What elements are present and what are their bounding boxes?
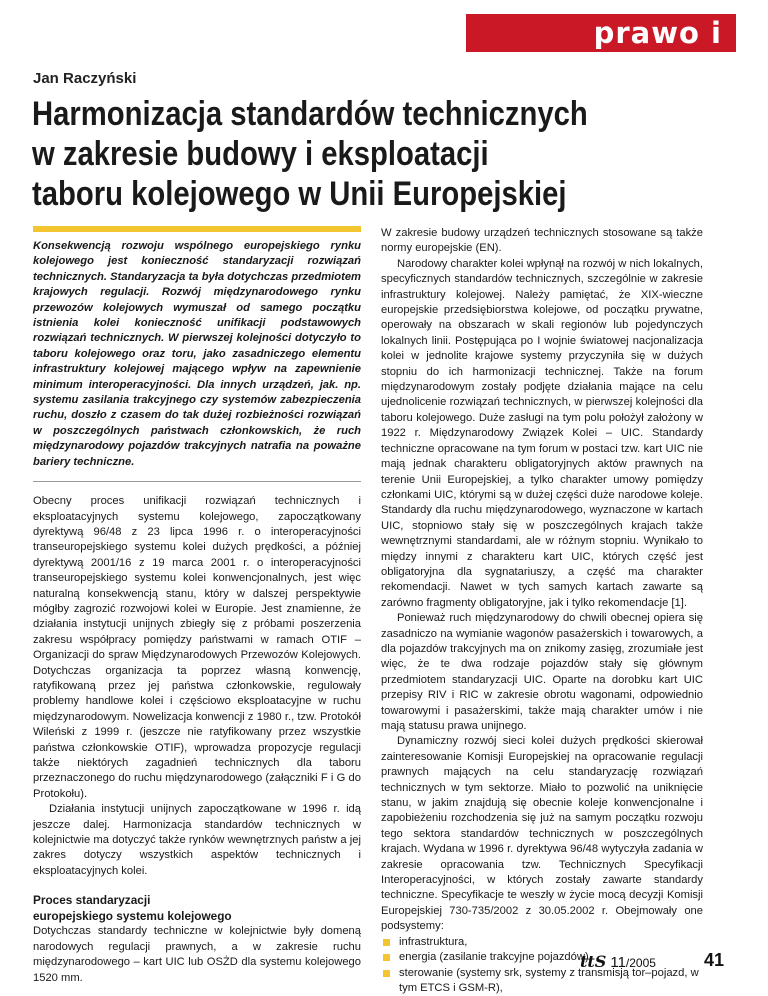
list-item <box>381 935 703 950</box>
square-bullet-icon <box>383 939 390 946</box>
title-line: taboru kolejowego w Unii Europejskiej <box>32 174 643 214</box>
list-item-text: sterowanie (systemy srk, systemy z transmisją tor–pojazd, w tym ETCS i GSM-R), <box>399 967 699 994</box>
banner-edge <box>730 14 736 52</box>
author-name: Jan Raczyński <box>33 70 136 87</box>
body-paragraph: Dotychczas standardy techniczne w kolejnictwie były domeną narodowych regulacji prawnych, a w zakresie ruchu międzynarodowego – kart UIC lub OSŻD dla systemu kolejowego 1520 mm. <box>33 924 361 986</box>
title-line: Harmonizacja standardów technicznych <box>32 94 643 134</box>
lead-accent-bar <box>33 226 361 232</box>
section-heading-line: europejskiego systemu kolejowego <box>33 909 361 925</box>
body-paragraph: Obecny proces unifikacji rozwiązań technicznych i eksploatacyjnych systemu kolejowego, zapoczątkowany dyrektywą 96/48 z 23 lipca 1996 r. o interoperacyjności transeuropejskiego systemu kolei dużych prędkości, a później dyrektywą 2001/16 z 19 marca 2001 r. o interoperacyjności transeuropejskiego systemu kolei konwencjonalnych, jest więc naturalną konsekwencją stanu, który w dalszej perspektywie mógłby zagrozić rozwojowi kolei w Europie. Jest znamienne, że działania instytucji unijnych zbiegły się z próbami poszerzenia zakresu współpracy pomiędzy państwami w ramach OTIF – Organizacji do spraw Międzynarodowych Przewozów Kolejowych. Dotychczas organizacja ta poprzez własną konwencję, ratyfikowaną przez jej państwa członkowskie, regulowały problemy handlowe kolei i częściowo eksploatacyjne w ruchu międzynarodowym. Nowelizacja konwencji z 1980 r., tzw. Protokół Wileński z 1999 r. (jeszcze nie ratyfikowany przez wszystkie państwa członkowskie OTIF), wprowadza propozycje regulacji także niektórych zagadnień technicznych dla taboru przeznaczonego do ruchu międzynarodowego (załączniki F i G do Protokołu). <box>33 494 361 802</box>
body-paragraph: Ponieważ ruch międzynarodowy do chwili obecnej opiera się zasadniczo na wymianie wagonów pasażerskich i towarowych, a dla pojazdów trakcyjnych ma on znikomy zasięg, zrozumiałe jest więc, że te dwa rodzaje pojazdów stały się głównym przedmiotem standaryzacji UIC. Oparte na dorobku kart UIC przepisy RIV i RIC w zakresie obrotu wagonami, odpowiednio towarowymi i pasażerskimi, także mają charakter umów i nie mają statusu prawa unijnego. <box>381 611 703 734</box>
title-line: w zakresie budowy i eksploatacji <box>32 134 643 174</box>
issue-info <box>580 952 656 971</box>
body-paragraph: Narodowy charakter kolei wpłynął na rozwój w nich lokalnych, specyficznych standardów technicznych, szczególnie w zakresie infrastruktury kolejowej. Należy pamiętać, że XIX-wieczne europejskie przedsiębiorstwa kolejowe, od początku prywatne, operowały na obszarach w skali regionów lub pojedynczych lokalnych linii. Postępująca po I wojnie światowej nacjonalizacja kolei w jednolite krajowe systemy przyczyniła się w dużych stopniu do ich harmonizacji technicznej. Także na forum międzynarodowym zostały podjęte działania mające na celu ujednolicenie rozwiązań technicznych, w pierwszej kolejności dla taboru kolejowego. Duże zasługi na tym polu położył założony w 1922 r. Międzynarodowy Związek Kolei – UIC. Standardy techniczne opracowane na tym forum w postaci tzw. kart UIC nie mają jednak charakteru obligatoryjnych aktów prawnych na terenie Unii Europejskiej, a tylko charakter umowy pomiędzy członkami UIC, którymi są w dużej części duże narodowe koleje. Standardy dla ruchu międzynarodowego, wyznaczone w kartach UIC, stopniowo stały się w poszczególnych krajach także wewnętrznymi standardami, ale w różnym stopniu. Wynikało to między innymi z charakteru kart UIC, których część jest obligatoryjna dla sygnatariuszy, a część ma charakter rekomendacji. Nawet w tych samych kartach zawarte są zarówno fragmenty obligatoryjne, jak i tylko rekomendacje [1]. <box>381 257 703 611</box>
body-paragraph: W zakresie budowy urządzeń technicznych stosowane są także normy europejskie (EN). <box>381 226 703 257</box>
magazine-logo: ttS <box>580 952 606 971</box>
square-bullet-icon <box>383 954 390 961</box>
body-paragraph: Działania instytucji unijnych zapoczątkowane w 1996 r. idą jeszcze dalej. Harmonizacja standardów technicznych w kolejnictwie ma dotyczyć także rynków wewnętrznych państw a jej zakres dotyczy wszystkich aspektów technicznych i eksploatacyjnych kolei. <box>33 802 361 879</box>
section-heading <box>33 893 361 924</box>
list-item-text: infrastruktura, <box>399 936 467 948</box>
section-banner <box>466 14 730 52</box>
lead-paragraph: Konsekwencją rozwoju wspólnego europejskiego rynku kolejowego jest konieczność standaryzacji rozwiązań technicznych. Standaryzacja ta była dotychczas przedmiotem krajowych regulacji. Rozwój międzynarodowego rynku przewozów kolejowych wymuszał od samego początku istnienia kolei konieczność unifikacji podstawowych rozwiązań technicznych. W pierwszej kolejności dotyczyło to taboru kolejowego oraz toru, jako zasadniczego elementu infrastruktury kolejowej mającego wpływ na zapewnienie minimum interoperacyjności. Dla innych urządzeń, jak. np. systemu zasilania trakcyjnego czy systemów zabezpieczenia ruchu, doszło z czasem do tak dużej rozbieżności rozwiązań w poszczególnych państwach członkowskich, że ruch międzynarodowy pojazdów trakcyjnych natrafia na poważne bariery techniczne. <box>33 239 361 470</box>
lead-divider <box>33 481 361 482</box>
body-paragraph: Dynamiczny rozwój sieci kolei dużych prędkości skierował zainteresowanie Komisji Europejskiej na opracowanie regulacji prawnych mających na celu standaryzację rozwiązań technicznych w tym sektorze. Miało to pozwolić na uniknięcie stanu, w jakim znajdują się obecnie koleje konwencjonalne i zapobieżeniu rozchodzenia się już na samym początku rozwoju tego sektora standardów technicznych w poszczególnych krajach. Wydana w 1996 r. dyrektywa 96/48 wytyczyła zadania w zakresie opracowania tzw. Technicznych Specyfikacji Interoperacyjności, w których zostały zawarte standardy techniczne. Specyfikacje te weszły w życie mocą decyzji Komisji Europejskiej 730-735/2002 z 30.05.2002 r. Obejmowały one podsystemy: <box>381 734 703 934</box>
left-column <box>33 226 361 986</box>
issue-year: /2005 <box>626 956 656 970</box>
section-heading-line: Proces standaryzacji <box>33 893 361 909</box>
square-bullet-icon <box>383 970 390 977</box>
right-column <box>381 226 703 996</box>
issue-number: 11 <box>610 954 626 971</box>
article-title <box>32 94 643 214</box>
page-number: 41 <box>704 950 724 971</box>
section-label: prawo i finanse <box>594 16 722 88</box>
list-item-text: energia (zasilanie trakcyjne pojazdów), <box>399 951 592 963</box>
